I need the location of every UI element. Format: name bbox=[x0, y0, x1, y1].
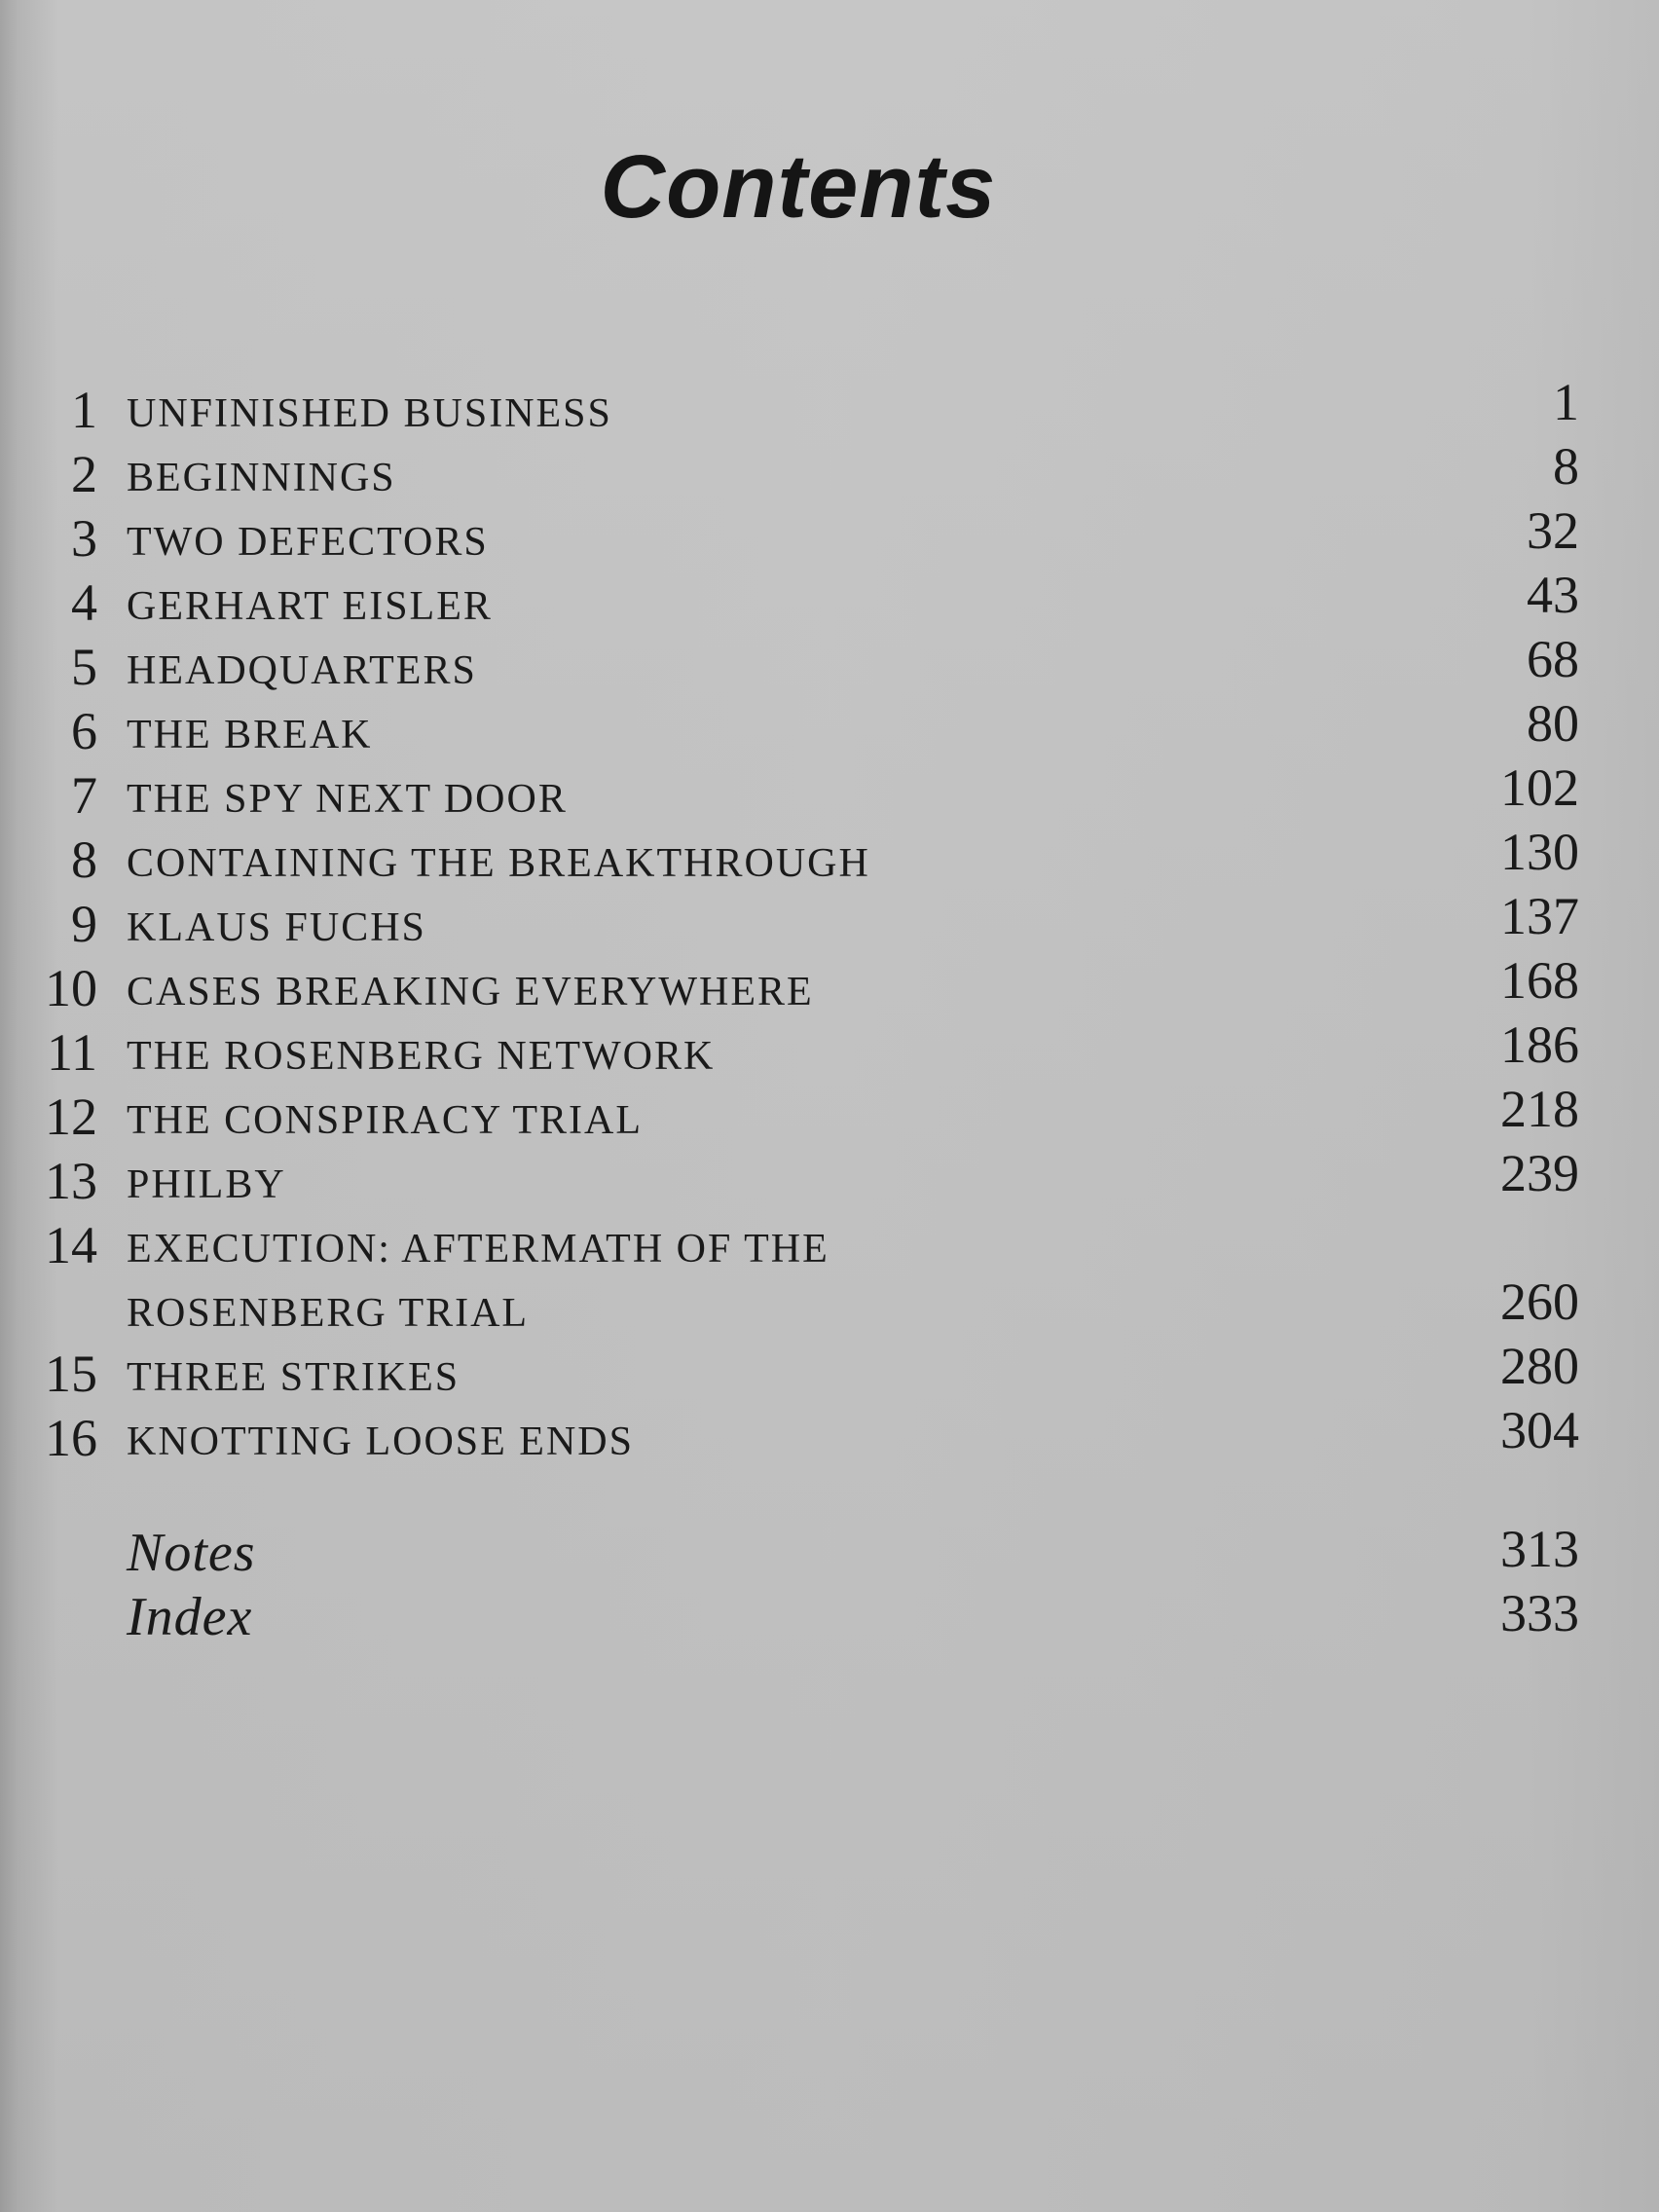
page-number: 239 bbox=[1500, 1144, 1579, 1202]
toc-entry bbox=[0, 884, 1659, 953]
toc-entry bbox=[0, 1141, 1659, 1210]
toc-entry bbox=[0, 1077, 1659, 1146]
page-number: 80 bbox=[1527, 694, 1579, 753]
chapter-number: 3 bbox=[71, 509, 97, 568]
chapter-title: UNFINISHED BUSINESS bbox=[127, 391, 612, 436]
chapter-title: GERHART EISLER bbox=[127, 584, 493, 629]
chapter-title: THE BREAK bbox=[127, 713, 373, 757]
chapter-number: 5 bbox=[71, 638, 97, 696]
chapter-number: 15 bbox=[45, 1345, 97, 1403]
chapter-number: 7 bbox=[71, 766, 97, 825]
page-title: Contents bbox=[600, 137, 997, 237]
page-number: 186 bbox=[1500, 1015, 1579, 1074]
table-of-contents bbox=[0, 370, 1659, 1645]
page-number: 218 bbox=[1500, 1080, 1579, 1138]
back-matter-entry bbox=[0, 1517, 1659, 1581]
chapter-title: CASES BREAKING EVERYWHERE bbox=[127, 970, 814, 1014]
page-number: 8 bbox=[1553, 437, 1579, 496]
page-number: 260 bbox=[1500, 1272, 1579, 1331]
chapter-title-line2: ROSENBERG TRIAL bbox=[127, 1291, 530, 1336]
toc-entry bbox=[0, 370, 1659, 439]
toc-entry bbox=[0, 434, 1659, 503]
chapter-title: THE SPY NEXT DOOR bbox=[127, 777, 568, 822]
toc-entry bbox=[0, 691, 1659, 760]
chapter-title: PHILBY bbox=[127, 1162, 286, 1207]
chapter-number: 1 bbox=[71, 381, 97, 439]
chapter-title: THE ROSENBERG NETWORK bbox=[127, 1034, 716, 1079]
toc-entry bbox=[0, 1398, 1659, 1467]
toc-entry bbox=[0, 627, 1659, 696]
toc-entry bbox=[0, 1013, 1659, 1082]
chapter-number: 8 bbox=[71, 830, 97, 889]
chapter-title: TWO DEFECTORS bbox=[127, 520, 489, 565]
page-number: 168 bbox=[1500, 951, 1579, 1010]
chapter-title: THE CONSPIRACY TRIAL bbox=[127, 1098, 644, 1143]
toc-entry bbox=[0, 820, 1659, 889]
chapter-title: HEADQUARTERS bbox=[127, 648, 477, 693]
page-number: 1 bbox=[1553, 373, 1579, 431]
chapter-title: KNOTTING LOOSE ENDS bbox=[127, 1419, 634, 1464]
chapter-number: 14 bbox=[45, 1216, 97, 1274]
chapter-title: EXECUTION: AFTERMATH OF THE bbox=[127, 1227, 830, 1272]
chapter-number: 16 bbox=[45, 1409, 97, 1467]
toc-entry bbox=[0, 1334, 1659, 1403]
chapter-number: 10 bbox=[45, 959, 97, 1017]
toc-entry bbox=[0, 948, 1659, 1017]
page-number: 313 bbox=[1500, 1520, 1579, 1578]
page-number: 130 bbox=[1500, 823, 1579, 881]
page-number: 137 bbox=[1500, 887, 1579, 945]
chapter-title: BEGINNINGS bbox=[127, 456, 396, 500]
page-number: 280 bbox=[1500, 1337, 1579, 1395]
toc-entry bbox=[0, 1205, 1659, 1274]
chapter-number: 4 bbox=[71, 573, 97, 632]
chapter-number: 11 bbox=[47, 1023, 97, 1082]
toc-entry bbox=[0, 756, 1659, 825]
back-matter-entry bbox=[0, 1581, 1659, 1645]
back-matter-title: Notes bbox=[127, 1523, 256, 1583]
chapter-number: 9 bbox=[71, 895, 97, 953]
toc-entry bbox=[0, 498, 1659, 568]
page-number: 32 bbox=[1527, 501, 1579, 560]
chapter-title: CONTAINING THE BREAKTHROUGH bbox=[127, 841, 870, 886]
chapter-number: 12 bbox=[45, 1088, 97, 1146]
page-number: 333 bbox=[1500, 1584, 1579, 1642]
chapter-number: 13 bbox=[45, 1152, 97, 1210]
page-number: 102 bbox=[1500, 758, 1579, 817]
page-number: 68 bbox=[1527, 630, 1579, 688]
toc-entry-continuation bbox=[0, 1270, 1659, 1334]
page-number: 304 bbox=[1500, 1401, 1579, 1459]
chapter-number: 6 bbox=[71, 702, 97, 760]
chapter-title: KLAUS FUCHS bbox=[127, 905, 426, 950]
page-number: 43 bbox=[1527, 566, 1579, 624]
chapter-title: THREE STRIKES bbox=[127, 1355, 461, 1400]
back-matter-title: Index bbox=[127, 1587, 253, 1647]
toc-entry bbox=[0, 563, 1659, 632]
chapter-number: 2 bbox=[71, 445, 97, 503]
